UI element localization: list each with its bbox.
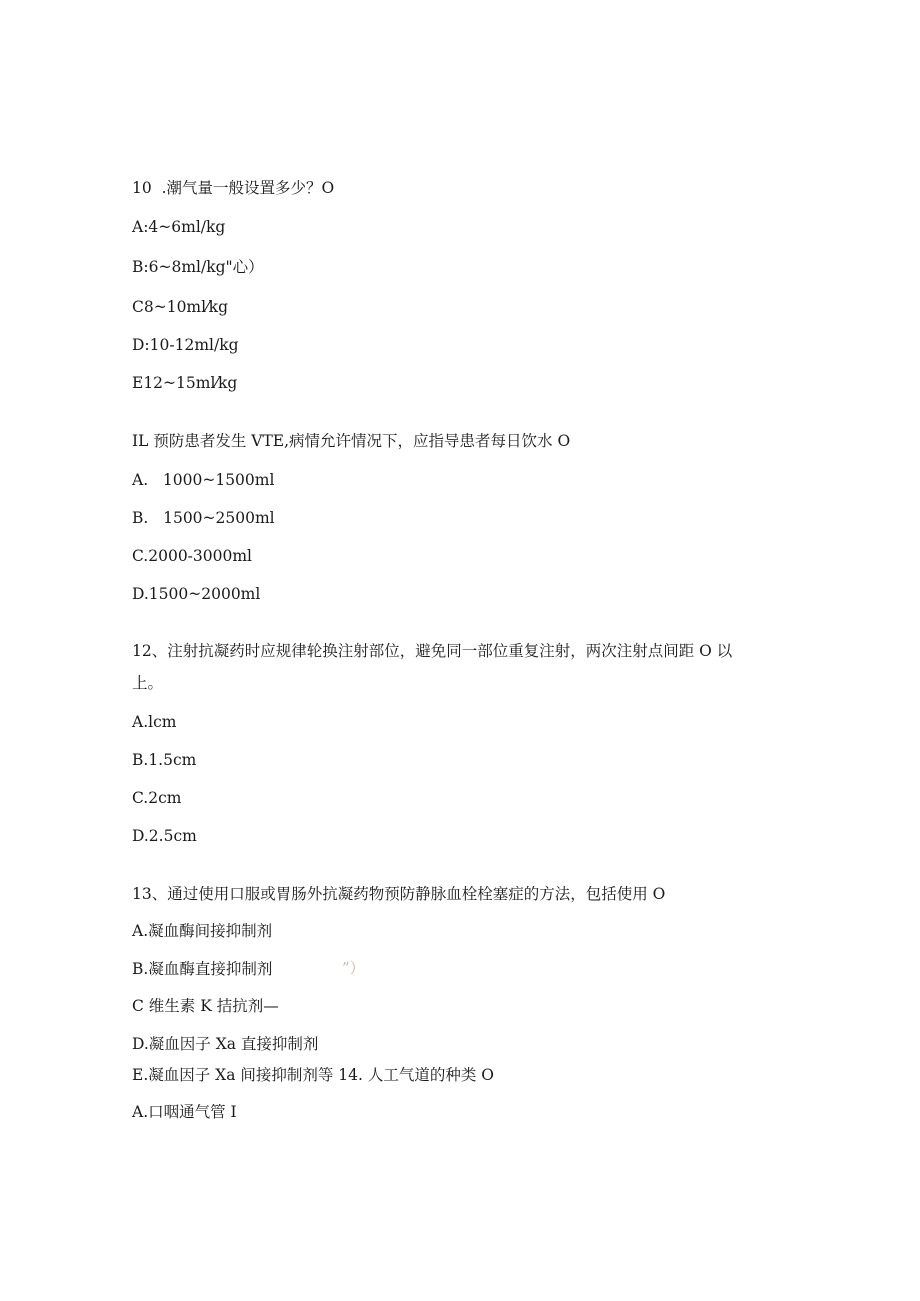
question-12-option-c: C.2cm — [132, 789, 182, 807]
question-10-option-c: C8~10ml⁄kg — [132, 298, 228, 316]
question-12-option-d: D.2.5cm — [132, 827, 197, 845]
question-11-option-c: C.2000-3000ml — [132, 547, 253, 565]
faint-mark: ”） — [342, 959, 365, 977]
question-10-option-d: D:10-12ml/kg — [132, 336, 239, 354]
question-11-option-b: B. 1500~2500ml — [132, 509, 275, 527]
question-10-stem: 10 .潮气量一般设置多少？O — [132, 179, 335, 197]
question-12-option-b: B.1.5cm — [132, 751, 197, 769]
question-11-option-a: A. 1000~1500ml — [132, 471, 275, 489]
question-12-stem-line2: 上。 — [132, 674, 164, 692]
question-13-option-a: A.凝血酶间接抑制剂 — [132, 922, 273, 940]
question-12-option-a: A.lcm — [132, 713, 177, 731]
question-14-option-a: A.口咽通气管 I — [132, 1103, 237, 1121]
question-11-stem: IL 预防患者发生 VTE,病情允许情况下，应指导患者每日饮水 O — [132, 432, 571, 450]
question-10-option-a: A:4~6ml/kg — [132, 218, 226, 236]
question-10-option-b: B:6~8ml/kg"心） — [132, 258, 264, 276]
question-13-option-b: B.凝血酶直接抑制剂 — [132, 960, 273, 978]
question-13-option-e: E.凝血因子 Xa 间接抑制剂等 14. 人工气道的种类 O — [132, 1066, 495, 1084]
question-13-option-c: C 维生素 K 拮抗剂— — [132, 997, 279, 1015]
question-11-option-d: D.1500~2000ml — [132, 585, 261, 603]
question-13-stem: 13、通过使用口服或胃肠外抗凝药物预防静脉血栓栓塞症的方法，包括使用 O — [132, 885, 666, 903]
question-13-option-d: D.凝血因子 Xa 直接抑制剂 — [132, 1035, 319, 1053]
question-10-option-e: E12~15ml⁄kg — [132, 374, 238, 392]
question-12-stem-line1: 12、注射抗凝药时应规律轮换注射部位，避免同一部位重复注射，两次注射点间距 O 以 — [132, 642, 733, 660]
